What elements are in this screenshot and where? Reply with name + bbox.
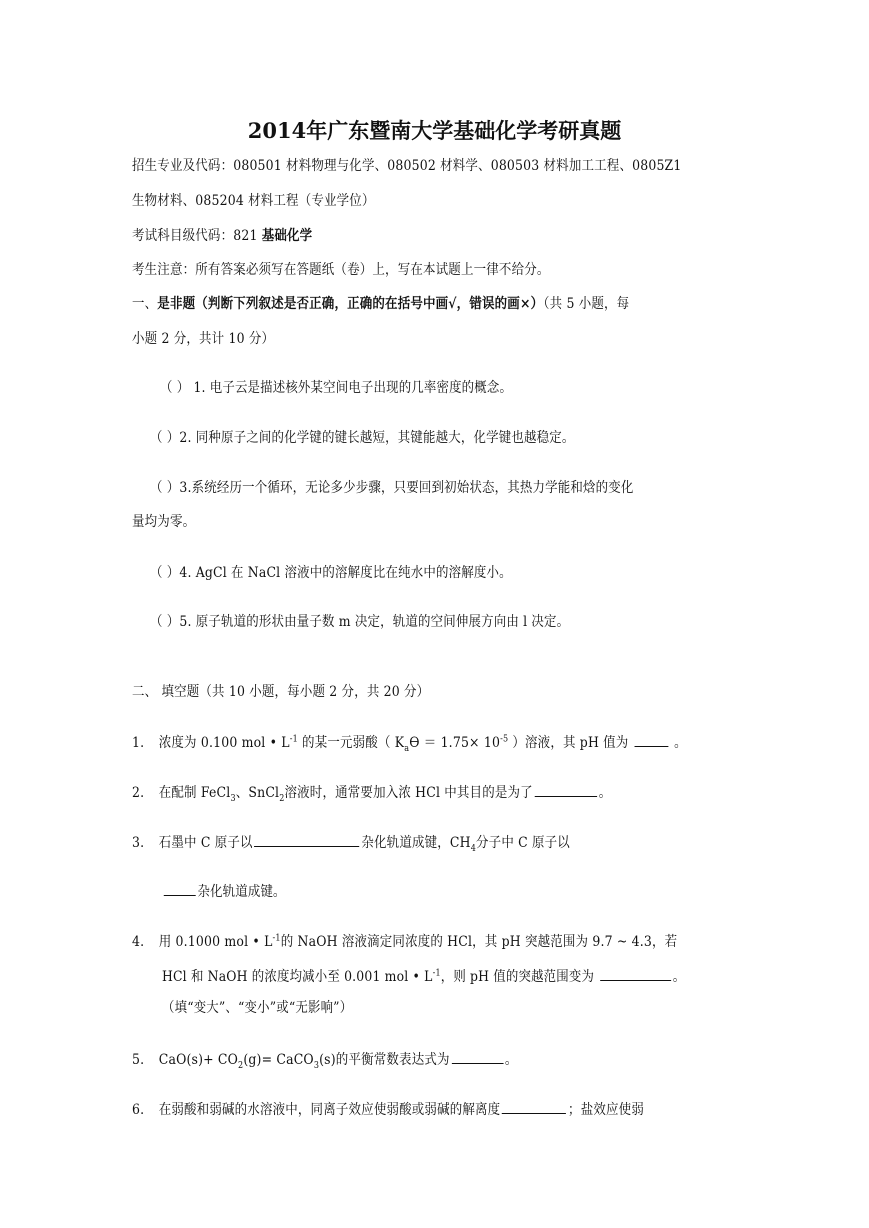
judge-question-2: （ ）2. 同种原子之间的化学键的键长越短，其键能越大，化学键也越稳定。 <box>150 430 575 446</box>
answer-blank[interactable] <box>600 966 671 981</box>
answer-blank[interactable] <box>254 832 359 847</box>
question-number: 2. <box>132 785 145 801</box>
q1-text: ）溶液，其 pH 值为 <box>508 735 633 751</box>
answer-blank[interactable] <box>502 1099 566 1114</box>
q1-text: 的某一元弱酸（ K <box>297 735 405 751</box>
fill-question-3-cont <box>162 881 789 902</box>
q4-text: 的 NaOH 溶液滴定同浓度的 HCl，其 pH 突越范围为 9.7 ~ 4.3，若 <box>280 934 678 950</box>
question-number: 1. <box>132 735 145 751</box>
fill-question-4 <box>132 932 789 952</box>
question-number: 3. <box>132 835 145 851</box>
q6-text: ；盐效应使弱 <box>568 1102 644 1118</box>
answer-blank[interactable] <box>634 732 668 747</box>
subject-prefix: 考试科目级代码：821 <box>132 228 262 244</box>
subject-line <box>132 226 789 246</box>
fill-question-4-hint: （填“变大”、“变小”或“无影响”） <box>162 1000 353 1016</box>
judge-question-3: （ ）3.系统经历一个循环，无论多少步骤，只要回到初始状态，其热力学能和焓的变化 <box>150 480 634 496</box>
fill-question-1 <box>132 732 789 753</box>
major-line-1: 招生专业及代码：080501 材料物理与化学、080502 材料学、080503 材料加工工程、0805Z1 <box>132 158 682 174</box>
q1-text: 浓度为 0.100 mol • L <box>158 735 290 751</box>
section1-heading-tail: （共 5 小题，每 <box>543 296 630 312</box>
q2-sub: 3 <box>230 793 236 804</box>
judge-question-3-cont: 量均为零。 <box>132 514 196 530</box>
page-title: 2014年广东暨南大学基础化学考研真题 <box>247 118 622 143</box>
fill-question-5 <box>132 1049 789 1070</box>
q1-text: ϴ ＝ 1.75× 10 <box>409 735 501 751</box>
q4-text: 用 0.1000 mol • L <box>158 934 273 950</box>
q5-text: 。 <box>504 1052 518 1068</box>
q4-text: HCl 和 NaOH 的浓度均减小至 0.001 mol • L <box>162 969 433 985</box>
judge-question-1: （ ） 1. 电子云是描述核外某空间电子出现的几率密度的概念。 <box>160 380 513 396</box>
answer-blank[interactable] <box>451 1049 503 1064</box>
q5-text: (s)的平衡常数表达式为 <box>319 1052 450 1068</box>
q2-text: 、SnCl <box>235 785 280 801</box>
q4-sup: -1 <box>272 933 281 944</box>
q3-text: 杂化轨道成键。 <box>197 884 286 900</box>
question-number: 4. <box>132 934 145 950</box>
question-number: 6. <box>132 1102 145 1118</box>
q5-sub: 2 <box>238 1060 244 1071</box>
major-line-2: 生物材料、085204 材料工程（专业学位） <box>132 193 375 209</box>
q4-text: 。 <box>672 969 686 985</box>
fill-question-3 <box>132 832 789 853</box>
subject-name: 基础化学 <box>261 228 313 244</box>
q3-text: 石墨中 C 原子以 <box>158 835 253 851</box>
q1-sub: a <box>404 743 410 754</box>
fill-question-4-line2 <box>162 966 789 987</box>
answer-blank[interactable] <box>164 881 196 896</box>
section1-heading-bold: 是非题（判断下列叙述是否正确，正确的在括号中画√，错误的画×） <box>157 296 544 312</box>
q4-sup: -1 <box>432 968 441 979</box>
q1-text: 。 <box>670 735 687 751</box>
q5-text: CaO(s)+ CO <box>158 1052 239 1068</box>
q1-sup-2: -5 <box>500 734 509 745</box>
q1-sup-1: -1 <box>289 734 298 745</box>
q3-sub: 4 <box>470 843 477 854</box>
fill-question-2 <box>132 782 789 803</box>
section1-prefix: 一、 <box>132 296 158 312</box>
section1-heading <box>132 294 789 314</box>
judge-question-5: （ ）5. 原子轨道的形状由量子数 m 决定，轨道的空间伸展方向由 l 决定。 <box>150 614 570 630</box>
q6-text: 在弱酸和弱碱的水溶液中，同离子效应使弱酸或弱碱的解离度 <box>158 1102 501 1118</box>
q5-sub: 3 <box>313 1060 320 1071</box>
q3-text: 杂化轨道成键，CH <box>361 835 471 851</box>
q4-text: ，则 pH 值的突越范围变为 <box>440 969 599 985</box>
q2-text: 在配制 FeCl <box>158 785 231 801</box>
question-number: 5. <box>132 1052 145 1068</box>
judge-question-4: （ ）4. AgCl 在 NaCl 溶液中的溶解度比在纯水中的溶解度小。 <box>150 565 512 581</box>
notice-line: 考生注意：所有答案必须写在答题纸（卷）上，写在本试题上一律不给分。 <box>132 262 550 278</box>
q3-text: 分子中 C 原子以 <box>476 835 570 851</box>
answer-blank[interactable] <box>535 782 597 797</box>
section1-heading-line2: 小题 2 分，共计 10 分） <box>132 331 275 347</box>
q5-text: (g)= CaCO <box>243 1052 314 1068</box>
q2-text: 。 <box>598 785 612 801</box>
section2-heading: 二、 填空题（共 10 小题，每小题 2 分，共 20 分） <box>132 684 430 700</box>
q2-text: 溶液时，通常要加入浓 HCl 中其目的是为了 <box>284 785 533 801</box>
q2-sub: 2 <box>279 793 285 804</box>
fill-question-6 <box>132 1099 789 1120</box>
